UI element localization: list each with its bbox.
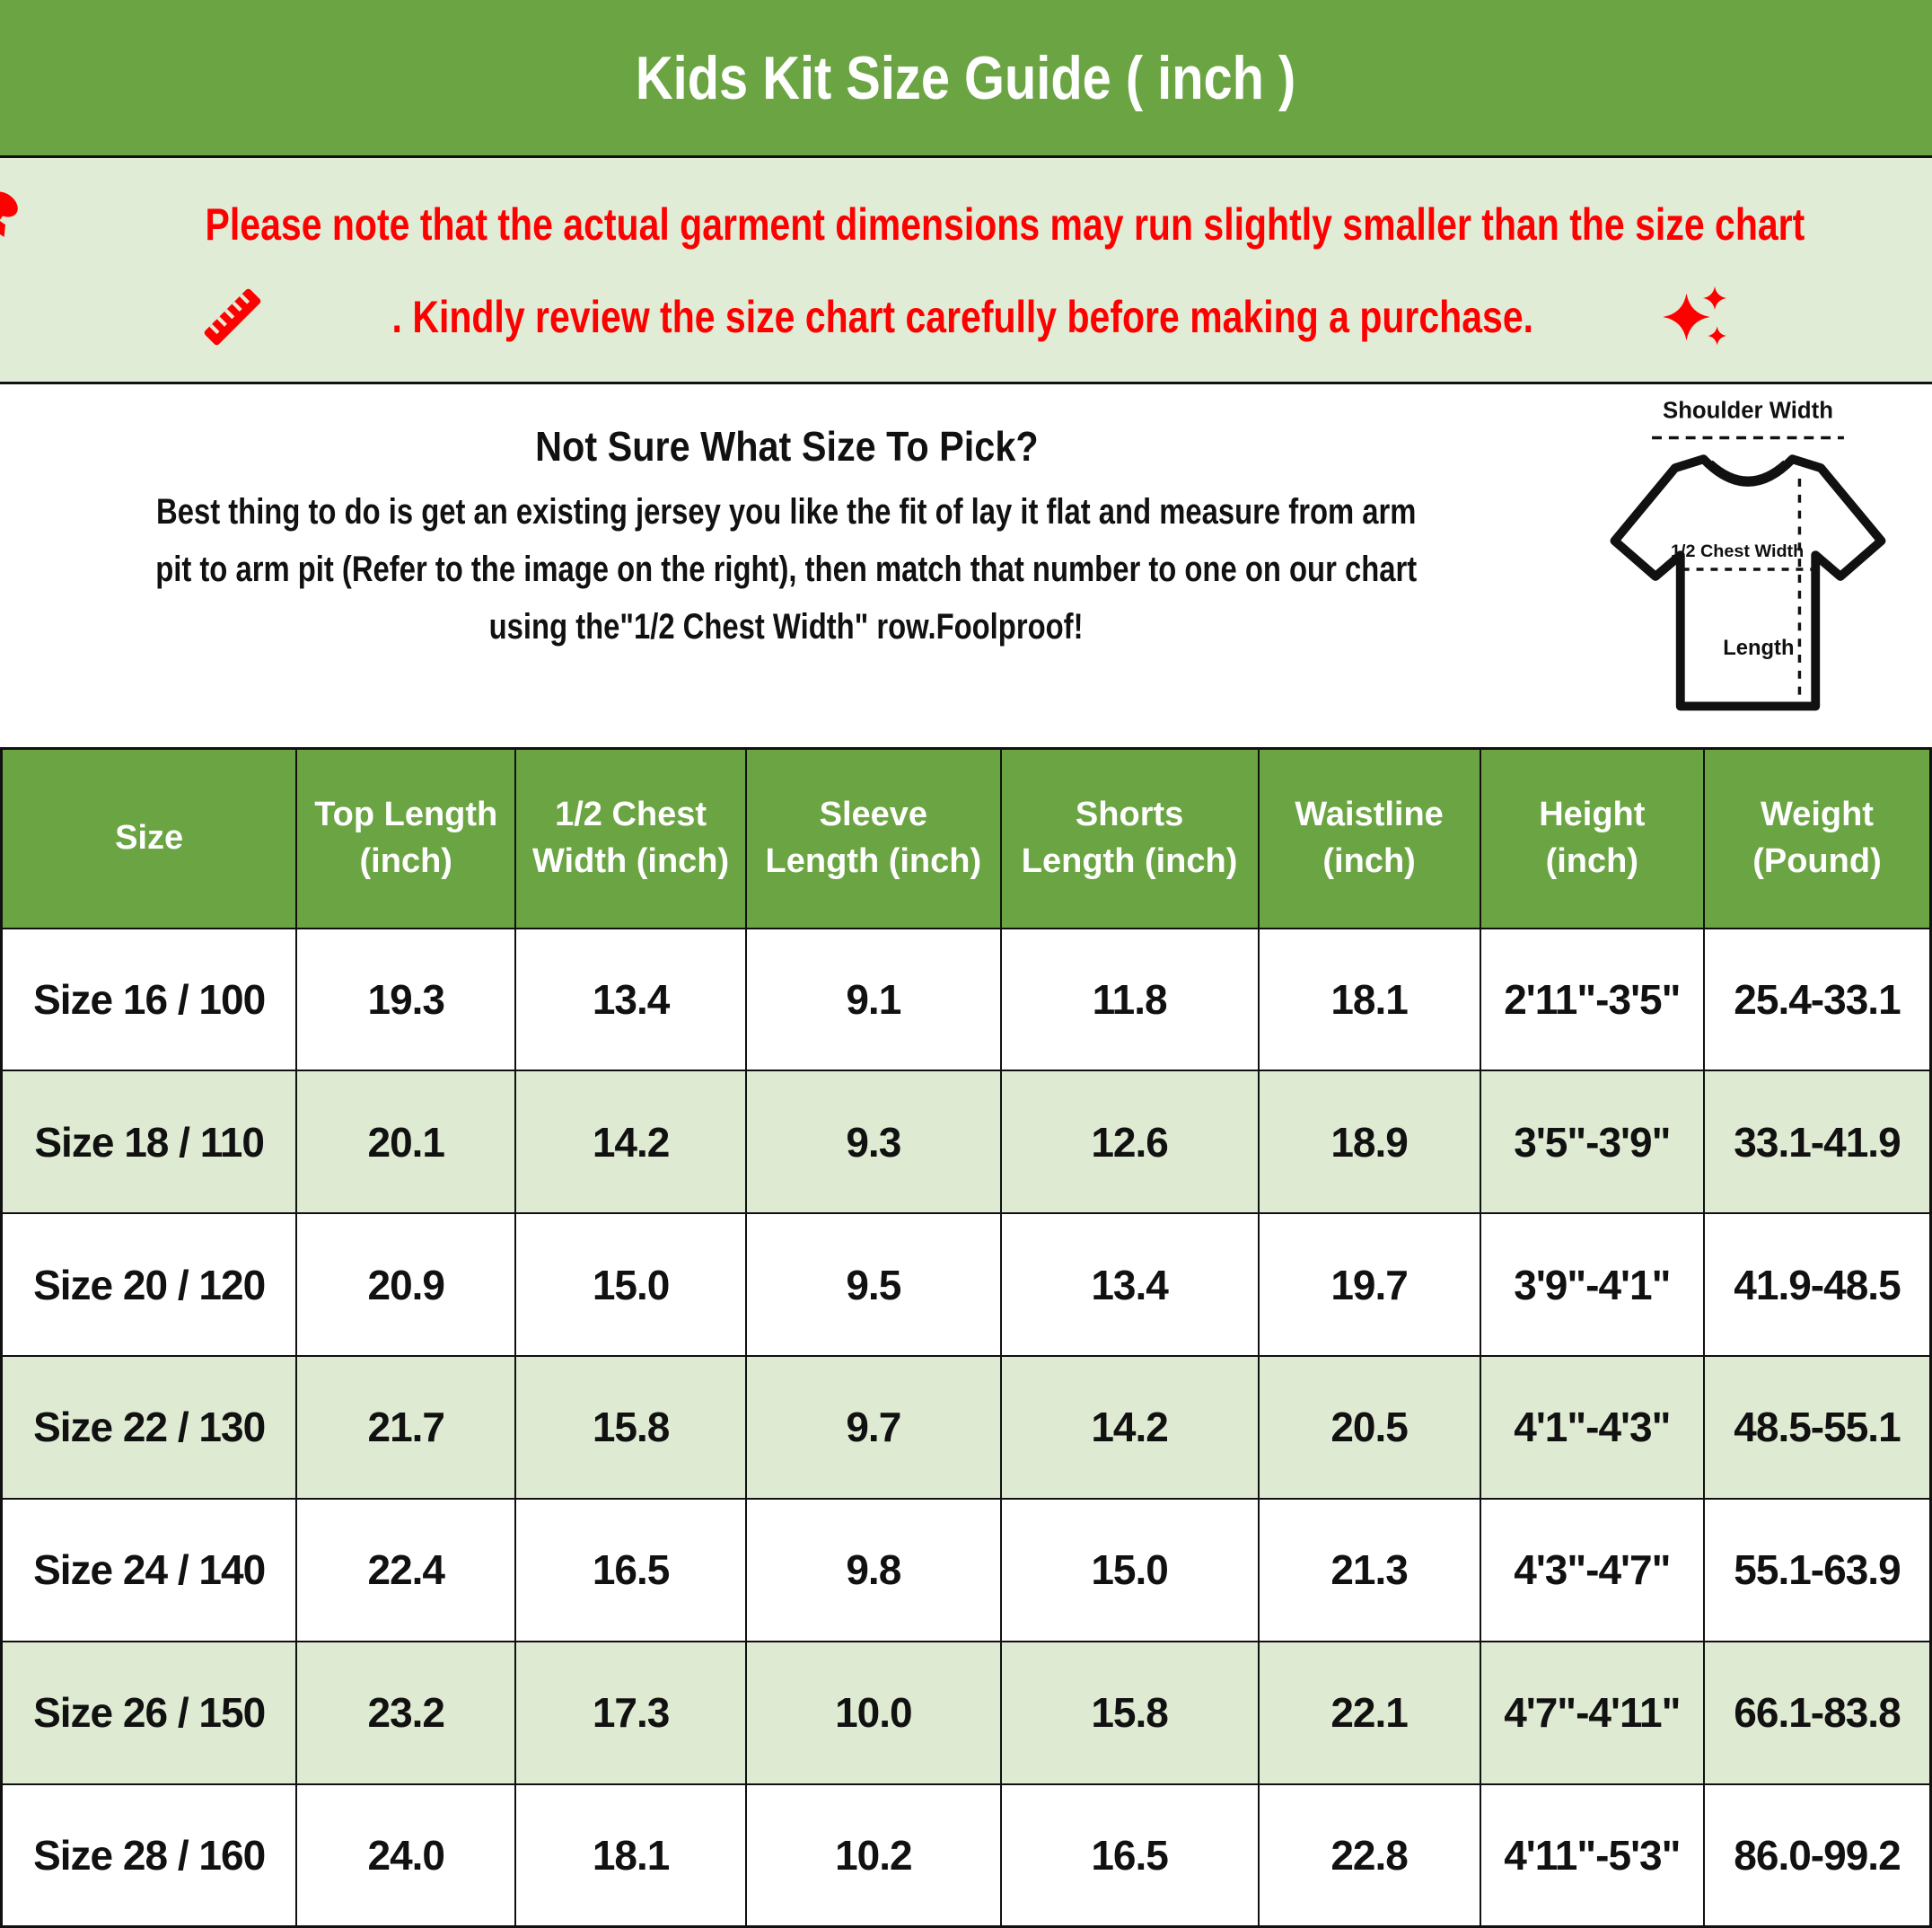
table-cell: 14.2 [515, 1070, 746, 1213]
table-cell: 9.1 [746, 929, 1001, 1071]
fit-guide-line-3: using the"1/2 Chest Width" row.Foolproof! [489, 607, 1084, 647]
title-bar [0, 0, 1932, 158]
row-label: Size 20 / 120 [2, 1213, 297, 1356]
sparkles-icon [1658, 279, 1734, 355]
column-header-shorts-length [1001, 749, 1259, 929]
notice-text-1: Please note that the actual garment dimensions may run slightly smaller than the size chart [205, 198, 1805, 250]
table-cell: 15.8 [1001, 1642, 1259, 1784]
column-header-weight [1704, 749, 1931, 929]
header-line: Shorts [1075, 796, 1184, 834]
table-cell: 18.9 [1259, 1070, 1480, 1213]
table-cell: 18.1 [515, 1784, 746, 1927]
table-cell: 66.1-83.8 [1704, 1642, 1931, 1784]
table-row-size-26 [2, 1642, 1931, 1784]
header-line: 1/2 Chest [555, 796, 707, 834]
table-cell: 15.0 [515, 1213, 746, 1356]
table-cell: 20.9 [296, 1213, 515, 1356]
row-label: Size 16 / 100 [2, 929, 297, 1071]
row-label: Size 22 / 130 [2, 1356, 297, 1499]
column-header-sleeve-length [746, 749, 1001, 929]
table-cell: 4'1"-4'3" [1480, 1356, 1704, 1499]
column-header-height [1480, 749, 1704, 929]
row-label: Size 26 / 150 [2, 1642, 297, 1784]
table-cell: 17.3 [515, 1642, 746, 1784]
header-line: Sleeve [819, 796, 928, 834]
pushpin-icon [0, 186, 30, 263]
table-cell: 3'9"-4'1" [1480, 1213, 1704, 1356]
table-cell: 13.4 [1001, 1213, 1259, 1356]
row-label: Size 28 / 160 [2, 1784, 297, 1927]
table-cell: 15.0 [1001, 1499, 1259, 1642]
table-cell: 9.8 [746, 1499, 1001, 1642]
table-cell: 25.4-33.1 [1704, 929, 1931, 1071]
table-cell: 20.1 [296, 1070, 515, 1213]
table-cell: 14.2 [1001, 1356, 1259, 1499]
table-cell: 33.1-41.9 [1704, 1070, 1931, 1213]
table-row-size-18 [2, 1070, 1931, 1213]
table-cell: 41.9-48.5 [1704, 1213, 1931, 1356]
header-line: (inch) [359, 841, 452, 880]
header-line: Length (inch) [765, 841, 982, 880]
table-cell: 4'7"-4'11" [1480, 1642, 1704, 1784]
table-cell: 22.8 [1259, 1784, 1480, 1927]
header-line: Width (inch) [532, 841, 730, 880]
size-table [0, 747, 1932, 1928]
table-row-size-24 [2, 1499, 1931, 1642]
table-cell: 4'3"-4'7" [1480, 1499, 1704, 1642]
row-label: Size 18 / 110 [2, 1070, 297, 1213]
table-cell: 19.3 [296, 929, 515, 1071]
notice-line-2 [198, 279, 1734, 355]
table-cell: 16.5 [515, 1499, 746, 1642]
table-cell: 10.0 [746, 1642, 1001, 1784]
table-cell: 12.6 [1001, 1070, 1259, 1213]
header-line: Waistline [1295, 796, 1444, 834]
table-cell: 21.3 [1259, 1499, 1480, 1642]
length-label: Length [1723, 636, 1795, 661]
fit-guide-line-1: Best thing to do is get an existing jersey you like the fit of lay it flat and measure from arm [156, 492, 1417, 532]
table-cell: 21.7 [296, 1356, 515, 1499]
header-line: Length (inch) [1021, 841, 1238, 880]
table-cell: 4'11"-5'3" [1480, 1784, 1704, 1927]
fit-guide-line-2: pit to arm pit (Refer to the image on the right), then match that number to one on our chart [155, 550, 1418, 589]
table-cell: 24.0 [296, 1784, 515, 1927]
header-line: (Pound) [1752, 841, 1882, 880]
table-row-size-20 [2, 1213, 1931, 1356]
table-cell: 9.5 [746, 1213, 1001, 1356]
table-cell: 16.5 [1001, 1784, 1259, 1927]
table-cell: 18.1 [1259, 929, 1480, 1071]
table-row-size-16 [2, 929, 1931, 1071]
table-cell: 19.7 [1259, 1213, 1480, 1356]
half-chest-width-label: 1/2 Chest Width [1671, 541, 1805, 562]
notice-line-1 [0, 186, 1932, 263]
tshirt-measurement-svg [1573, 390, 1923, 745]
table-cell: 13.4 [515, 929, 746, 1071]
header-line: Size [115, 819, 184, 858]
column-header-waistline [1259, 749, 1480, 929]
row-label: Size 24 / 140 [2, 1499, 297, 1642]
tshirt-outline [1615, 459, 1882, 706]
column-header-half-chest [515, 749, 746, 929]
column-header-top-length [296, 749, 515, 929]
table-cell: 9.7 [746, 1356, 1001, 1499]
table-cell: 23.2 [296, 1642, 515, 1784]
table-row-size-22 [2, 1356, 1931, 1499]
table-cell: 9.3 [746, 1070, 1001, 1213]
column-header-size [2, 749, 297, 929]
page-title: Kids Kit Size Guide ( inch ) [636, 43, 1296, 112]
table-cell: 3'5"-3'9" [1480, 1070, 1704, 1213]
header-line: Weight [1761, 796, 1874, 834]
table-cell: 2'11"-3'5" [1480, 929, 1704, 1071]
table-cell: 86.0-99.2 [1704, 1784, 1931, 1927]
table-cell: 20.5 [1259, 1356, 1480, 1499]
fit-guide-heading: Not Sure What Size To Pick? [534, 423, 1039, 470]
header-line: Height [1539, 796, 1646, 834]
fit-guide-text [0, 384, 1573, 747]
header-row [2, 749, 1931, 929]
fit-guide-section [0, 384, 1932, 747]
table-cell: 48.5-55.1 [1704, 1356, 1931, 1499]
table-cell: 10.2 [746, 1784, 1001, 1927]
tshirt-diagram [1573, 384, 1932, 747]
table-cell: 55.1-63.9 [1704, 1499, 1931, 1642]
header-line: Top Length [314, 796, 498, 834]
shoulder-width-label: Shoulder Width [1663, 398, 1833, 424]
table-cell: 22.4 [296, 1499, 515, 1642]
table-cell: 15.8 [515, 1356, 746, 1499]
header-line: (inch) [1545, 841, 1639, 880]
table-cell: 22.1 [1259, 1642, 1480, 1784]
ruler-icon [198, 283, 267, 351]
notice-banner [0, 158, 1932, 384]
table-row-size-28 [2, 1784, 1931, 1927]
table-cell: 11.8 [1001, 929, 1259, 1071]
header-line: (inch) [1322, 841, 1416, 880]
notice-text-2: . Kindly review the size chart carefully before making a purchase. [391, 291, 1533, 342]
